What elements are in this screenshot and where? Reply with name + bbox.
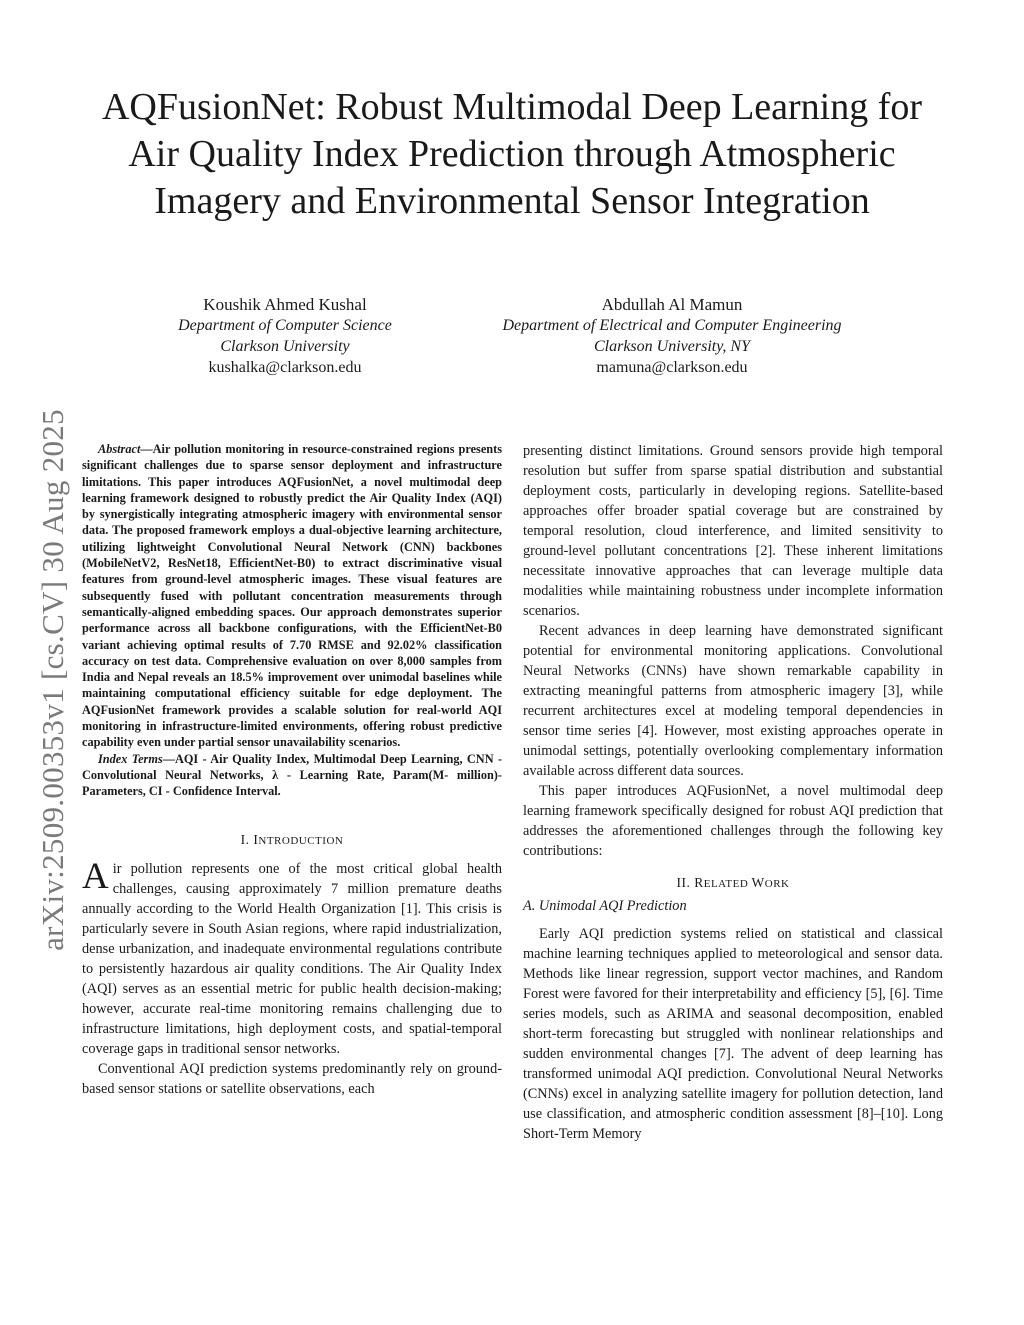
abstract-label: Abstract (98, 442, 141, 456)
abstract-text: —Air pollution monitoring in resource-constrained regions presents significant challenges due to sparse sensor deployment and infrastructure limitations. This paper introduces AQFusionNet, a novel multimodal deep learning framework designed to robustly predict the Air Quality Index (AQI) by synergistically integrating atmospheric imagery with environmental sensor data. The proposed framework employs a dual-objective learning architecture, utilizing lightweight Convolutional Neural Network (CNN) backbones (MobileNetV2, ResNet18, EfficientNet-B0) to extract discriminative visual features from ground-level atmospheric images. These visual features are subsequently fused with pollutant concentration measurements through semantically-aligned embedding spaces. Our approach demonstrates superior performance across all backbone configurations, with the EfficientNet-B0 variant achieving optimal results of 7.70 RMSE and 92.02% classification accuracy on test data. Comprehensive evaluation on over 8,000 samples from India and Nepal reveals an 18.5% improvement over unimodal baselines while maintaining computational efficiency suitable for edge deployment. The AQFusionNet framework provides a scalable solution for real-world AQI monitoring in infrastructure-limited environments, offering robust predictive capability even under partial sensor unavailability scenarios. (82, 442, 502, 750)
paper-title: AQFusionNet: Robust Multimodal Deep Learning for Air Quality Index Prediction through Atmospheric Imagery and Environmental Sensor Integration (101, 86, 923, 222)
abstract (82, 441, 502, 751)
intro-paragraph-5: This paper introduces AQFusionNet, a novel multimodal deep learning framework specifically designed for robust AQI prediction that addresses the aforementioned challenges through the following key contributions: (523, 783, 943, 859)
intro-paragraph-4: Recent advances in deep learning have demonstrated significant potential for environmental monitoring applications. Convolutional Neural Networks (CNNs) have shown remarkable capability in extracting meaningful patterns from atmospheric imagery [3], while recurrent architectures excel at modeling temporal dependencies in sensor time series [4]. However, most existing approaches operate in unimodal settings, potentially overlooking complementary information available across different data sources. (523, 623, 943, 779)
index-terms (82, 751, 502, 800)
arxiv-identifier: arXiv:2509.00353v1 [cs.CV] 30 Aug 2025 (35, 409, 70, 951)
intro-paragraph-1: Air pollution represents one of the most critical global health challenges, causing approximately 7 million premature deaths annually according to the World Health Organization [1]. This crisis is particularly severe in South Asian regions, where rapid industrialization, dense urbanization, and inadequate environmental regulations contribute to persistently hazardous air quality conditions. The Air Quality Index (AQI) serves as an essential metric for public health decision-making; however, accurate real-time monitoring remains challenging due to infrastructure limitations, high deployment costs, and spatial-temporal coverage gaps in traditional sensor networks. (82, 855, 502, 1057)
author-department: Department of Electrical and Computer Engineering (502, 317, 842, 334)
author-name: Abdullah Al Mamun (601, 295, 743, 314)
author-affiliation: Clarkson University, NY (593, 338, 750, 355)
section-heading-introduction: I. INTRODUCTION (240, 831, 344, 847)
index-terms-text: —AQI - Air Quality Index, Multimodal Deep Learning, CNN - Convolutional Neural Networks, λ - Learning Rate, Param(M- million)- Parameters, CI - Confidence Interval. (82, 751, 502, 799)
section-heading-related-work: II. RELATED WORK (676, 875, 790, 890)
related-work-paragraph-1: Early AQI prediction systems relied on statistical and classical machine learning techniques applied to meteorological and sensor data. Methods like linear regression, support vector machines, and Random Forest were favored for their interpretability and efficiency [5], [6]. Time series models, such as ARIMA and seasonal decomposition, enabled short-term forecasting but struggled with nonlinear relationships and sudden environmental changes [7]. The advent of deep learning has transformed unimodal AQI prediction. Convolutional Neural Networks (CNNs) excel in analyzing satellite imagery for pollution detection, land use classification, and atmospheric condition assessment [8]–[10]. Long Short-Term Memory (523, 926, 943, 1142)
drop-cap: A (82, 855, 109, 897)
author-department: Department of Computer Science (178, 317, 392, 334)
right-column (523, 441, 943, 1144)
intro-paragraph-3: presenting distinct limitations. Ground sensors provide high temporal resolution but suffer from sparse spatial distribution and substantial deployment costs, particularly in developing regions. Satellite-based approaches offer broader spatial coverage but are constrained by temporal resolution, cloud interference, and limited sensitivity to ground-level pollutant concentrations [2]. These inherent limitations necessitate innovative approaches that can leverage multiple data modalities while maintaining robustness under incomplete information scenarios. (523, 443, 943, 619)
author-name: Koushik Ahmed Kushal (203, 295, 367, 314)
author-block-2 (460, 294, 884, 378)
index-terms-label: Index Terms (98, 751, 163, 766)
author-email: mamuna@clarkson.edu (596, 359, 748, 376)
subsection-heading: A. Unimodal AQI Prediction (523, 898, 687, 914)
author-block-1 (130, 294, 440, 378)
author-affiliation: Clarkson University (220, 338, 350, 355)
author-email: kushalka@clarkson.edu (208, 359, 362, 376)
intro-paragraph-2: Conventional AQI prediction systems predominantly rely on ground-based sensor stations or satellite observations, each (82, 1060, 502, 1097)
left-column (82, 441, 502, 1099)
